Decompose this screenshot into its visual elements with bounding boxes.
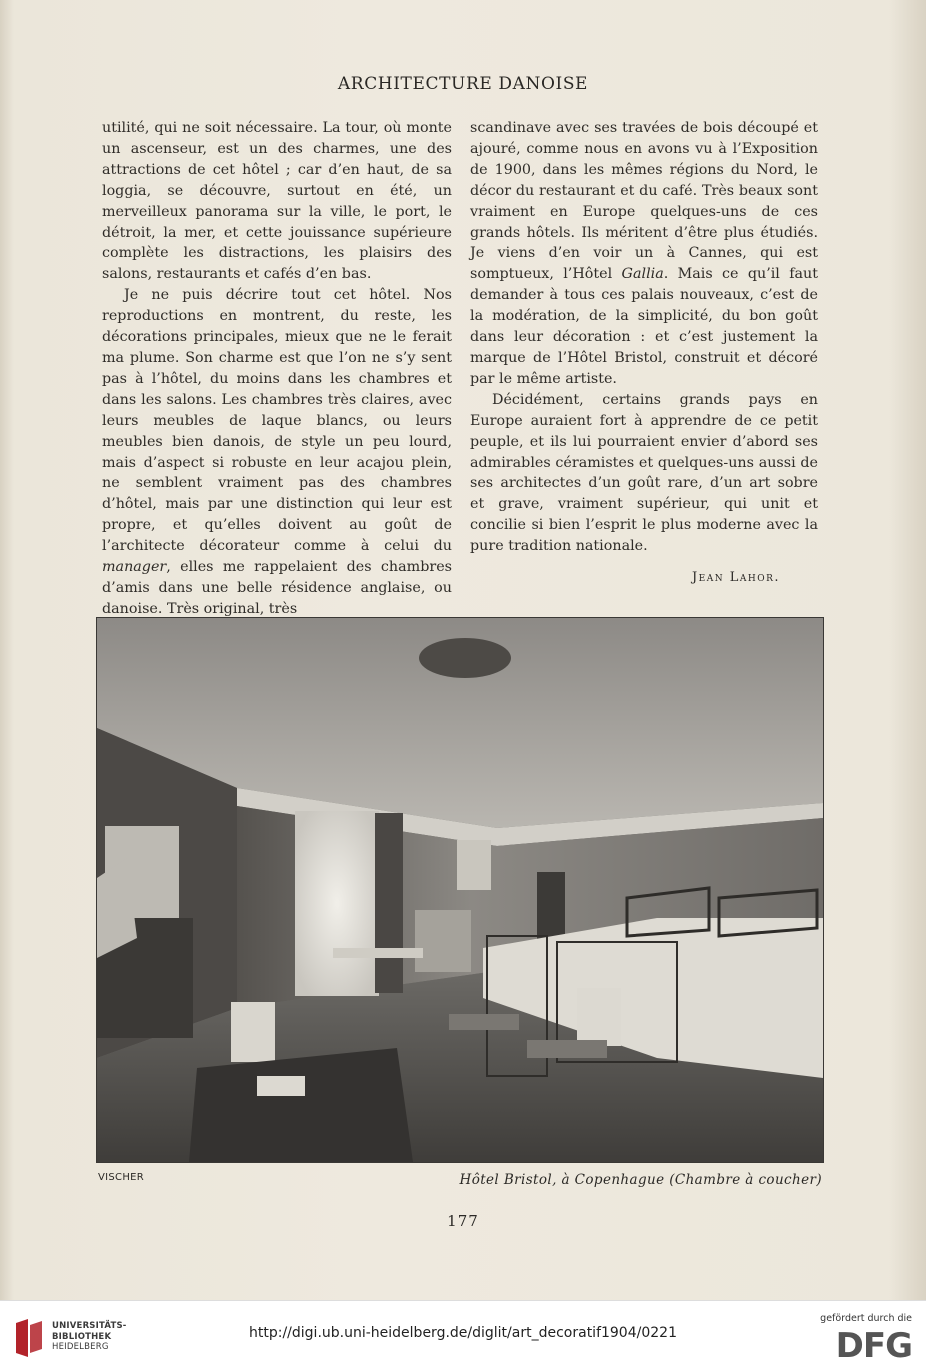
running-title: ARCHITECTURE DANOISE — [337, 74, 589, 94]
left-paragraph-2-text-a: Je ne puis décrire tout cet hôtel. Nos reproductions en montrent, du reste, les décorations principales, mieux que ne le ferait ma plume. Son charme est que l’on ne s’y sent pas à l’hôtel, du moins dans les chambres et dans les salons. Les chambres très claires, avec leurs meubles de laque blancs, ou leurs meubles bien danois, de style un peu lourd, mais d’aspect si robuste en leur acajou plein, ne semblent vraiment pas des chambres d’hôtel, mais par une distinction qui leur est propre, et qu’elles doivent au goût de l’architecte décorateur comme à celui du — [102, 287, 452, 555]
permalink-url[interactable]: http://digi.ub.uni-heidelberg.de/diglit/art_decoratif1904/0221 — [249, 1325, 677, 1341]
dfg-logo: DFG — [835, 1326, 912, 1366]
page-number: 177 — [447, 1212, 479, 1230]
library-name-line-3: HEIDELBERG — [52, 1342, 109, 1352]
right-paragraph-1-italic: Gallia — [621, 266, 664, 283]
left-paragraph-2-text-b: , elles me rappelaient des chambres d’amis dans une belle résidence anglaise, ou danoise. Très original, très — [102, 559, 452, 617]
funder-label: gefördert durch die — [820, 1313, 912, 1324]
right-text-column — [470, 118, 818, 557]
photo-illustration — [97, 618, 823, 1162]
left-paragraph-1: utilité, qui ne soit nécessaire. La tour, où monte un ascenseur, est un des charmes, une des attractions de cet hôtel ; car d’en haut, de sa loggia, se découvre, surtout en été, un merveilleux panorama sur la ville, le port, le détroit, la mer, et cette jouissance supérieure complète les distractions, les plaisirs des salons, restaurants et cafés d’en bas. — [102, 120, 452, 283]
left-paragraph-2-italic: manager — [102, 559, 167, 576]
library-name-line-2: BIBLIOTHEK — [52, 1331, 112, 1342]
library-name-line-1: UNIVERSITÄTS- — [52, 1321, 127, 1331]
left-text-column — [102, 118, 452, 620]
left-paragraph-2 — [102, 285, 452, 620]
right-paragraph-2: Décidément, certains grands pays en Europe auraient fort à apprendre de ce petit peuple, et ils lui pourraient envier d’abord ses admirables céramistes et quelques-uns aussi de ses architectes d’un goût rare, d’un art sobre et grave, vraiment supérieur, qui unit et concilie si bien l’esprit le plus moderne avec la pure tradition nationale. — [470, 391, 818, 555]
right-paragraph-1 — [470, 118, 818, 390]
right-paragraph-1-text-b: . Mais ce qu’il faut demander à tous ces palais nouveaux, c’est de la modération, de la simplicité, du bon goût dans leur décoration : et c’est justement la marque de l’Hôtel Bristol, construit et décoré par le même artiste. — [470, 266, 818, 387]
photo-caption: Hôtel Bristol, à Copenhague (Chambre à coucher) — [459, 1172, 822, 1188]
photographer-credit: VISCHER — [98, 1172, 145, 1183]
viewer-footer — [0, 1300, 926, 1372]
right-paragraph-1-text-a: scandinave avec ses travées de bois découpé et ajouré, comme nous en avons vu à l’Exposition de 1900, dans les mêmes régions du Nord, le décor du restaurant et du café. Très beaux sont vraiment en Europe quelques-uns de ces grands hôtels. Ils méritent d’être plus étudiés. Je viens d’en voir un à Cannes, qui est somptueux, l’Hôtel — [470, 120, 818, 283]
bedroom-photograph — [96, 617, 824, 1163]
author-signature: Jean Lahor. — [691, 570, 780, 585]
